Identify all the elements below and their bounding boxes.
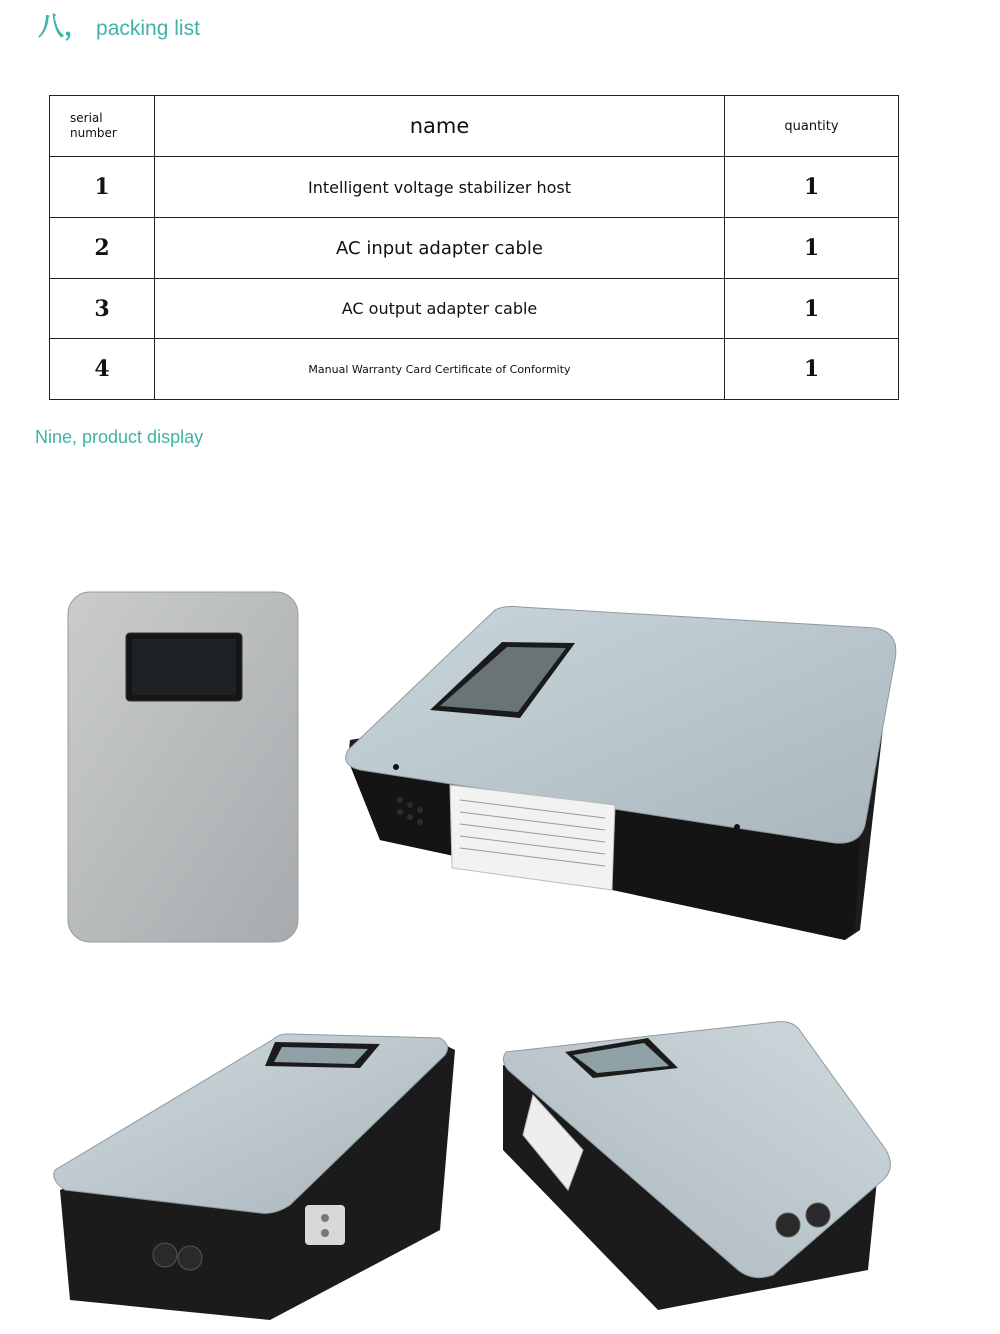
- product-display-heading: Nine, product display: [35, 427, 204, 447]
- table-row: [50, 157, 899, 218]
- table-header-row: [50, 96, 899, 157]
- header-quantity: quantity: [725, 96, 899, 157]
- packing-list-table: [49, 95, 899, 400]
- table-row: [50, 279, 899, 339]
- row-name: Manual Warranty Card Certificate of Conformity: [155, 339, 725, 400]
- header-serial-line2: number: [70, 126, 117, 140]
- row-serial: 3: [50, 279, 155, 339]
- row-name: AC input adapter cable: [155, 218, 725, 279]
- header-serial-number: [50, 96, 155, 157]
- row-quantity: 1: [725, 279, 899, 339]
- section-title: packing list: [96, 17, 200, 40]
- table-row: [50, 218, 899, 279]
- product-front-view: [66, 590, 300, 946]
- product-left-view: [50, 1030, 458, 1325]
- product-angled-view: [340, 600, 900, 945]
- row-name: Intelligent voltage stabilizer host: [155, 157, 725, 218]
- section-number: 八，: [38, 11, 91, 41]
- product-right-view: [498, 1020, 896, 1325]
- row-name: AC output adapter cable: [155, 279, 725, 339]
- header-name: name: [155, 96, 725, 157]
- row-serial: 2: [50, 218, 155, 279]
- row-serial: 4: [50, 339, 155, 400]
- header-serial-line1: serial: [70, 111, 103, 125]
- packing-list-heading: [38, 6, 200, 43]
- table-row: [50, 339, 899, 400]
- row-serial: 1: [50, 157, 155, 218]
- row-quantity: 1: [725, 218, 899, 279]
- row-quantity: 1: [725, 339, 899, 400]
- row-quantity: 1: [725, 157, 899, 218]
